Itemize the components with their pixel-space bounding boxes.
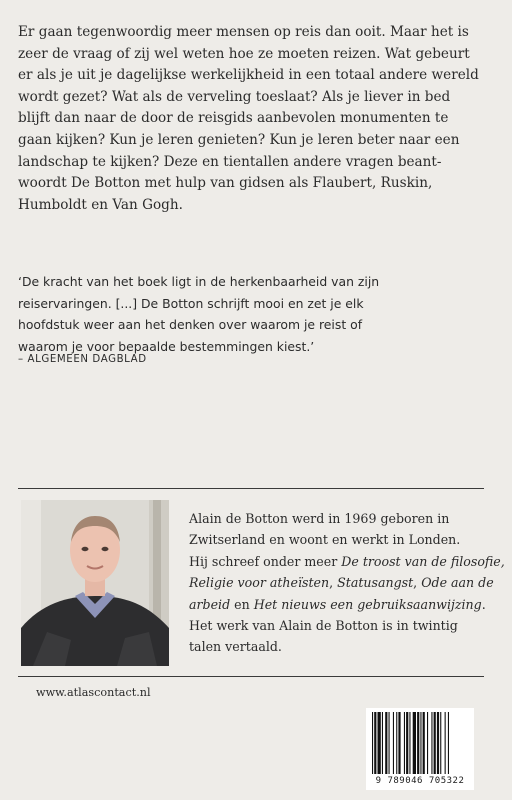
barcode-bar: [378, 712, 381, 774]
barcode-bar: [423, 712, 425, 774]
bio-text: en: [234, 596, 250, 612]
bio-line: Alain de Botton werd in 1969 geboren in: [189, 511, 450, 526]
barcode-bar: [434, 712, 436, 774]
barcode-bar: [374, 712, 376, 774]
bio-separator: ,: [329, 575, 334, 591]
author-photo: [21, 500, 169, 666]
barcode-bar: [440, 712, 441, 774]
blurb-line: er als je uit je dagelijkse werkelijkheid in een totaal andere wereld: [18, 67, 479, 84]
bio-line: [189, 551, 505, 572]
book-title: Religie voor atheïsten: [189, 575, 330, 591]
blurb-line: gaan kijken? Kun je leren genieten? Kun je leren beter naar een: [18, 131, 460, 148]
book-title: De troost van de filosofie,: [341, 553, 505, 569]
blurb-line: wordt gezet? Wat als de verveling toeslaat? Als je liever in bed: [18, 88, 451, 105]
quote-line: reiservaringen. [...] De Botton schrijft mooi en zet je elk: [18, 295, 364, 311]
blurb-line: Humboldt en Van Gogh.: [18, 196, 183, 213]
quote-line: waarom je voor bepaalde bestemmingen kiest.’: [18, 338, 315, 354]
barcode-bar: [398, 712, 400, 774]
barcode-bar: [406, 712, 408, 774]
author-portrait-image: [21, 500, 169, 666]
blurb-line: landschap te kijken? Deze en tientallen andere vragen beant-: [18, 153, 442, 170]
barcode-bar: [420, 712, 421, 774]
barcode-bar: [382, 712, 383, 774]
quote-line: ‘De kracht van het boek ligt in de herkenbaarheid van zijn: [18, 274, 380, 289]
blurb-line: woordt De Botton met hulp van gidsen als Flaubert, Ruskin,: [18, 175, 433, 192]
book-title: arbeid: [189, 596, 231, 612]
barcode-bar: [385, 712, 387, 774]
barcode-bar: [396, 712, 397, 774]
barcode-bar: [409, 712, 410, 774]
barcode-bar: [417, 712, 419, 774]
bio-separator: ,: [413, 575, 418, 591]
barcode-bar: [389, 712, 390, 774]
bio-separator: .: [481, 596, 486, 612]
bio-text: Hij schreef onder meer: [189, 553, 338, 569]
publisher-url[interactable]: www.atlascontact.nl: [36, 686, 151, 699]
barcode-bar: [427, 712, 428, 774]
barcode-bar: [393, 712, 394, 774]
barcode-bar: [372, 712, 373, 774]
barcode-bars: [370, 712, 470, 774]
press-quote: [18, 271, 496, 357]
bio-line: [189, 572, 494, 593]
author-bio: [189, 508, 505, 658]
book-title: Statusangst: [337, 575, 414, 591]
bio-line: Zwitserland en woont en werkt in Londen.: [189, 532, 461, 548]
divider-bottom: [18, 676, 484, 677]
bio-line: [189, 594, 489, 615]
barcode-bar: [445, 712, 446, 774]
blurb-line: blijft dan naar de door de reisgids aanbevolen monumenten te: [18, 110, 449, 127]
quote-line: hoofdstuk weer aan het denken over waarom je reist of: [18, 317, 363, 333]
blurb-line: Er gaan tegenwoordig meer mensen op reis dan ooit. Maar het is: [18, 24, 469, 40]
barcode-bar: [404, 712, 405, 774]
barcode-bar: [431, 712, 432, 774]
barcode: [366, 708, 474, 790]
barcode-bar: [413, 712, 416, 774]
blurb-line: zeer de vraag of zij wel weten hoe ze moeten reizen. Wat gebeurt: [18, 45, 470, 62]
divider-top: [18, 488, 484, 489]
quote-source: – ALGEMEEN DAGBLAD: [18, 354, 147, 365]
bio-line: Het werk van Alain de Botton is in twintig: [189, 618, 458, 634]
blurb: [18, 22, 496, 216]
barcode-bar: [437, 712, 439, 774]
book-title: Ode aan de: [421, 575, 494, 591]
barcode-bar: [448, 712, 449, 774]
isbn-number: 9 789046 705322: [375, 776, 465, 786]
book-title: Het nieuws een gebruiksaanwijzing: [253, 596, 482, 612]
bio-line: talen vertaald.: [189, 639, 282, 655]
